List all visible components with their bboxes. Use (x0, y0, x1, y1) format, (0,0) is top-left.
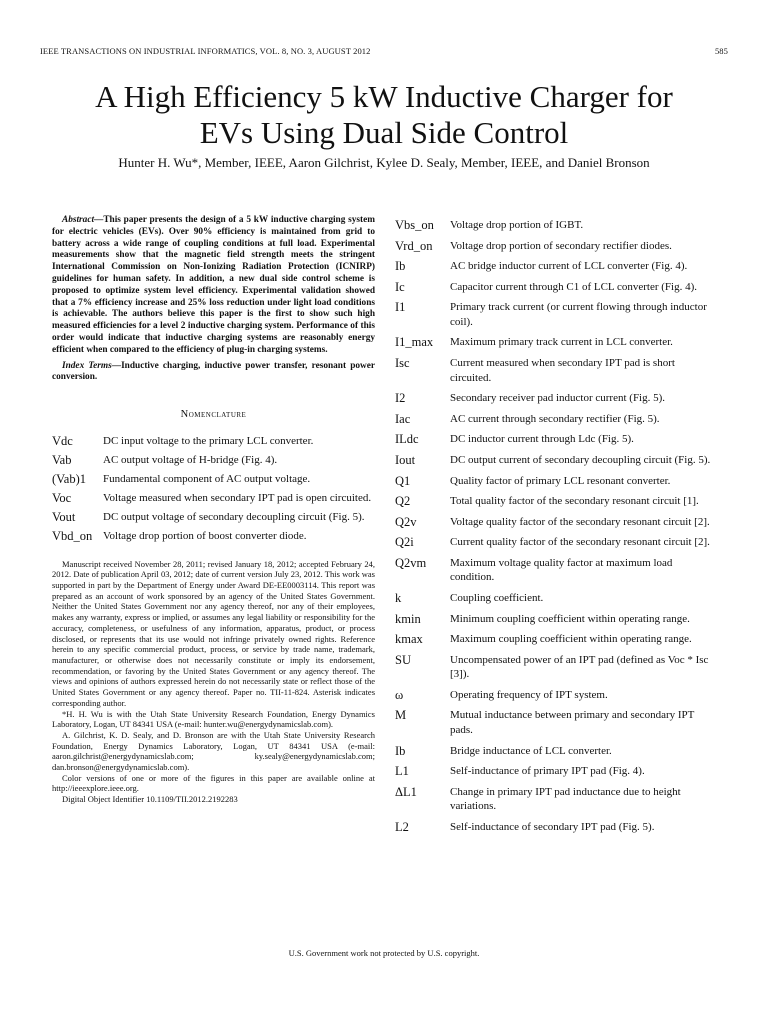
nomenclature-symbol: Vbs_on (395, 218, 434, 232)
nomenclature-definition: Maximum primary track current in LCL converter. (450, 336, 673, 349)
footnote-paragraph: Color versions of one or more of the figures in this paper are available online at http://ieeexplore.ieee.org. (52, 772, 375, 794)
nomenclature-entry (395, 515, 715, 530)
nomenclature-entry (395, 591, 715, 606)
nomenclature-symbol: M (395, 708, 407, 723)
nomenclature-definition: Coupling coefficient. (450, 592, 544, 604)
nomenclature-entry (395, 632, 715, 647)
nomenclature-symbol: Iac (395, 411, 411, 426)
nomenclature-entry (395, 612, 715, 627)
nomenclature-definition: Self-inductance of primary IPT pad (Fig. 4). (450, 765, 645, 778)
nomenclature-definition: Fundamental component of AC output voltage. (103, 473, 311, 486)
nomenclature-entry (395, 708, 715, 737)
nomenclature-definition: AC bridge inductor current of LCL converter (Fig. 4). (450, 260, 688, 273)
nomenclature-definition: Current quality factor of the secondary resonant circuit [2]. (450, 536, 710, 549)
nomenclature-symbol: Ic (395, 279, 405, 294)
index-terms-label: Index Terms (62, 360, 112, 371)
nomenclature-entry (395, 744, 715, 759)
nomenclature-definition: Mutual inductance between primary and secondary IPT pads. (450, 709, 695, 736)
nomenclature-symbol: SU (395, 652, 411, 667)
nomenclature-symbol: I1_max (395, 335, 434, 350)
nomenclature-symbol: kmin (395, 611, 421, 626)
authors: Hunter H. Wu*, Member, IEEE, Aaron Gilchrist, Kylee D. Sealy, Member, IEEE, and Daniel Bronson (118, 155, 650, 170)
nomenclature-entry (395, 412, 715, 427)
nomenclature-definition: DC output voltage of secondary decoupling circuit (Fig. 5). (103, 511, 365, 524)
nomenclature-definition: Voltage quality factor of the secondary resonant circuit [2]. (450, 515, 710, 528)
title-line-1: A High Efficiency 5 kW Inductive Charger for (95, 79, 673, 114)
nomenclature-definition: DC output current of secondary decoupling circuit (Fig. 5). (450, 453, 711, 466)
index-terms-text: —Inductive charging, inductive power transfer, resonant power conversion. (52, 360, 375, 383)
nomenclature-entry (395, 280, 715, 295)
nomenclature-entry (395, 556, 715, 585)
nomenclature-symbol: Q2v (395, 514, 417, 529)
nomenclature-entry (395, 494, 715, 509)
nomenclature-symbol: Vdc (52, 434, 73, 449)
nomenclature-symbol: ΔL1 (395, 784, 417, 799)
nomenclature-symbol: ω (395, 687, 404, 702)
nomenclature-entry (395, 259, 715, 274)
nomenclature-definition: Voltage measured when secondary IPT pad is open circuited. (103, 492, 372, 505)
copyright-notice: U.S. Government work not protected by U.S. copyright. (288, 948, 480, 958)
nomenclature-symbol: Vout (52, 510, 76, 525)
nomenclature-definition: Maximum coupling coefficient within operating range. (450, 633, 692, 646)
nomenclature-symbol: ILdc (395, 432, 419, 447)
nomenclature-list-right (395, 218, 715, 834)
page-number: 585 (714, 46, 728, 56)
nomenclature-definition: Maximum voltage quality factor at maximum load condition. (450, 556, 673, 584)
nomenclature-symbol: L1 (395, 764, 409, 779)
nomenclature-entry (395, 688, 715, 703)
nomenclature-entry (395, 653, 715, 682)
nomenclature-definition: AC current through secondary rectifier (Fig. 5). (450, 412, 660, 425)
footnote-paragraph: *H. H. Wu is with the Utah State University Research Foundation, Energy Dynamics Laboratory, Logan, UT 84341 USA (e-mail: hunter.wu@energydynamicslab.com). (52, 708, 375, 730)
nomenclature-symbol: Vrd_on (395, 238, 433, 253)
nomenclature-symbol: Iout (395, 452, 416, 467)
nomenclature-entry (395, 474, 715, 489)
abstract-label: Abstract (62, 215, 95, 225)
nomenclature-definition: Uncompensated power of an IPT pad (defined as Voc * Isc [3]). (450, 653, 709, 681)
nomenclature-entry (52, 434, 375, 449)
nomenclature-definition: Capacitor current through C1 of LCL converter (Fig. 4). (450, 280, 698, 293)
nomenclature-definition: Primary track current (or current flowing through inductor coil). (450, 301, 707, 328)
abstract (52, 215, 375, 357)
running-header (40, 46, 728, 56)
nomenclature-symbol: Ib (395, 743, 406, 758)
nomenclature-entry (395, 453, 715, 468)
nomenclature-definition: Operating frequency of IPT system. (450, 688, 608, 701)
nomenclature-definition: Voltage drop portion of boost converter diode. (103, 530, 307, 543)
nomenclature-entry (52, 529, 375, 544)
nomenclature-entry (395, 820, 715, 835)
nomenclature-symbol: Isc (395, 356, 410, 371)
nomenclature-symbol: kmax (395, 632, 423, 647)
nomenclature-symbol: Q2 (395, 494, 411, 509)
left-column (52, 215, 375, 805)
nomenclature-entry (395, 356, 715, 385)
nomenclature-symbol: k (395, 591, 402, 605)
footnote (52, 559, 375, 805)
nomenclature-symbol: L2 (395, 819, 409, 834)
nomenclature-definition: Bridge inductance of LCL converter. (450, 744, 612, 757)
nomenclature-symbol: I1 (395, 300, 406, 315)
paper-title (0, 79, 768, 151)
right-column (395, 218, 715, 840)
nomenclature-definition: Secondary receiver pad inductor current (Fig. 5). (450, 392, 666, 405)
nomenclature-entry (395, 335, 715, 350)
nomenclature-entry (395, 391, 715, 406)
nomenclature-definition: Total quality factor of the secondary resonant circuit [1]. (450, 495, 699, 508)
nomenclature-entry (52, 491, 375, 506)
nomenclature-definition: Current measured when secondary IPT pad is short circuited. (450, 357, 675, 384)
nomenclature-entry (395, 432, 715, 447)
nomenclature-definition: Change in primary IPT pad inductance due to height variations. (450, 785, 681, 813)
nomenclature-entry (395, 764, 715, 779)
journal-header: IEEE TRANSACTIONS ON INDUSTRIAL INFORMATICS, VOL. 8, NO. 3, AUGUST 2012 (40, 46, 371, 56)
nomenclature-definition: Self-inductance of secondary IPT pad (Fig. 5). (450, 820, 655, 833)
index-terms (52, 361, 375, 385)
nomenclature-entry (52, 453, 375, 468)
nomenclature-definition: DC input voltage to the primary LCL converter. (103, 435, 314, 448)
abstract-text: —This paper presents the design of a 5 kW inductive charging system for electric vehicles (EVs). Over 90% efficiency is maintained from grid to battery across a wide range of coupling conditions at full load. Experimental measurements show that the magnetic field strength meets the stringent International Commission on Non-Ionizing Radiation Protection (ICNIRP) guidelines for human safety. In addition, a new dual side control scheme is proposed to optimize system level efficiency. Experimental validation showed that a 7% efficiency increase and 25% loss reduction under light load conditions is achievable. The authors believe this paper is the first to show such high measured efficiencies for a level 2 inductive charging system. Performance of this order would indicate that inductive charging systems are reasonably energy efficient when compared to the efficiency of plug-in charging systems. (52, 215, 375, 355)
nomenclature-list-left (52, 434, 375, 544)
nomenclature-symbol: Ib (395, 259, 406, 274)
nomenclature-entry (395, 218, 715, 233)
nomenclature-symbol: Vab (52, 453, 72, 468)
nomenclature-entry (52, 472, 375, 487)
nomenclature-symbol: Q2i (395, 535, 414, 550)
nomenclature-definition: Quality factor of primary LCL resonant converter. (450, 474, 671, 487)
footnote-paragraph: Manuscript received November 28, 2011; revised January 18, 2012; accepted February 24, 2012. Date of publication April 03, 2012; date of current version July 23, 2012. This work was supported in part by the Department of Energy under Award DE-EE0003114. This report was prepared as an account of work sponsored by an agency of the United States Government. Neither the United States Government nor any agency thereof, nor any of their employees, makes any warranty, express or implied, or assumes any legal liability or responsibility for the accuracy, completeness, or usefulness of any information, apparatus, product, or process disclosed, or represents that its use would not infringe privately owned rights. Reference herein to any specific commercial product, process, or service by trade name, trademark, manufacturer, or otherwise does not necessarily constitute or imply its endorsement, recommendation, or favoring by the United States Government or any agency thereof. The views and opinions of authors expressed herein do not necessarily state or reflect those of the United States Government or any agency thereof. Paper no. TII-11-824. Asterisk indicates corresponding author. (52, 558, 375, 708)
nomenclature-symbol: Q2vm (395, 555, 427, 570)
title-line-2: EVs Using Dual Side Control (199, 115, 569, 150)
nomenclature-symbol: I2 (395, 391, 406, 406)
nomenclature-entry (395, 535, 715, 550)
nomenclature-symbol: Q1 (395, 473, 411, 488)
nomenclature-symbol: Voc (52, 491, 72, 506)
nomenclature-entry (395, 300, 715, 329)
footnote-paragraph: Digital Object Identifier 10.1109/TII.2012.2192283 (62, 794, 238, 805)
nomenclature-entry (395, 785, 715, 814)
nomenclature-symbol: Vbd_on (52, 529, 93, 544)
nomenclature-definition: Voltage drop portion of secondary rectifier diodes. (450, 239, 672, 252)
nomenclature-entry (52, 510, 375, 525)
nomenclature-entry (395, 239, 715, 254)
nomenclature-definition: Voltage drop portion of IGBT. (450, 219, 584, 231)
nomenclature-definition: DC inductor current through Ldc (Fig. 5). (450, 433, 634, 446)
nomenclature-definition: AC output voltage of H-bridge (Fig. 4). (103, 454, 278, 467)
footnote-paragraph: A. Gilchrist, K. D. Sealy, and D. Bronson are with the Utah State University Research Foundation, Energy Dynamics Laboratory, Logan, UT 84341 USA (e-mail: aaron.gilchrist@energydynamicslab.com; ky.sealy@energydynamicslab.com; dan.bronson@energydynamicslab.com). (52, 729, 375, 773)
nomenclature-symbol: (Vab)1 (52, 472, 87, 487)
nomenclature-definition: Minimum coupling coefficient within operating range. (450, 612, 690, 625)
nomenclature-heading: Nomenclature (180, 409, 247, 421)
